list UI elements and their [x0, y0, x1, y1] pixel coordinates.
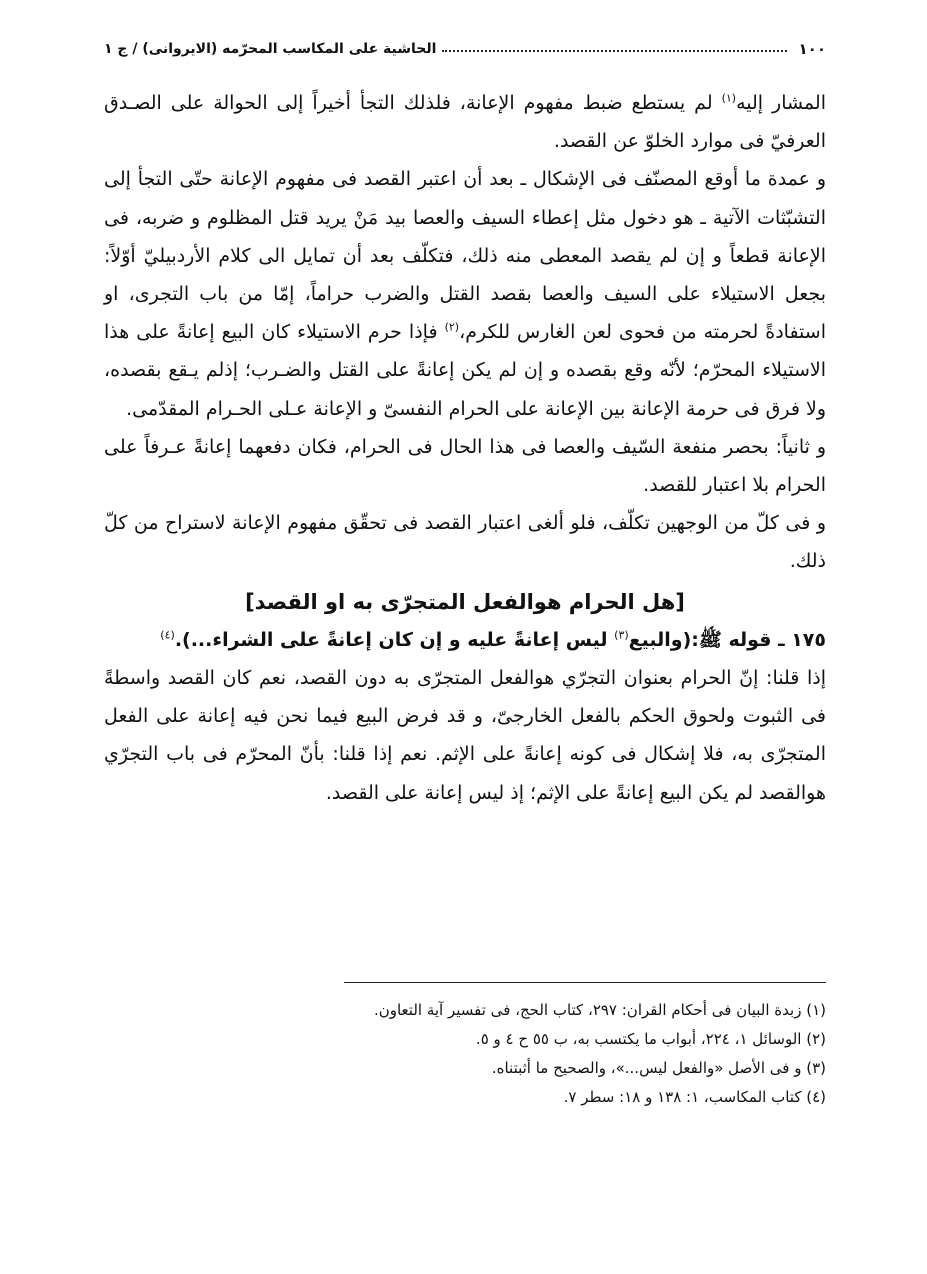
page-number: ١٠٠ — [798, 40, 826, 58]
footnote-ref-3[interactable]: (٣) — [614, 628, 629, 642]
main-text — [104, 84, 826, 812]
running-header — [104, 36, 826, 62]
running-title: الحاشية على المكاسب المحرّمه (الايروانى) / ج ١ — [104, 41, 437, 57]
item-175-lemma: ١٧٥ ـ قوله ﷺ:(والبيع$^{(٣)}$ ليس إعانةً عليه و إن كان إعانةً على الشراء...).$^{(٤)}$ — [160, 628, 826, 651]
paragraph-3: و ثانياً: بحصر منفعة السّيف والعصا فى هذا الحال فى الحرام، فكان دفعهما إعانةً عـرفاً على الحرام بلا اعتبار للقصد. — [104, 435, 826, 497]
paragraph-2: و عمدة ما أوقع المصنّف فى الإشكال ـ بعد أن اعتبر القصد فى مفهوم الإعانة حتّى التجأ إلى التشبّثات الآتية ـ هو دخول مثل إعطاء السيف والعصا بيد مَنْ يريد قتل المظلوم و ضربه، فى الإعانة قطعاً و إن لم يقصد المعطى منه ذلك، فتكلّف بعد أن تمايل الى كلام الأردبيليّ أوّلاً: بجعل الاستيلاء على السيف والعصا بقصد القتل والضرب حراماً، إمّا من باب التجرى، او استفادةً لحرمته من فحوى لعن الغارس للكرم،$^{(٢)}$ فإذا حرم الاستيلاء كان البيع إعانةً على هذا الاستيلاء المحرّم؛ لأنّه وقع بقصده و إن لم يكن إعانةً على القتل والضـرب؛ إذلم يـقع بقصده، ولا فرق فى حرمة الإعانة بين الإعانة على الحرام النفسىّ و الإعانة عـلى الحـرام المقدّمى. — [104, 168, 826, 420]
paragraph-1: المشار إليه$^{(١)}$ لم يستطع ضبط مفهوم الإعانة، فلذلك التجأ أخيراً إلى الحوالة على الصـدق العرفيّ فى موارد الخلوّ عن القصد. — [104, 91, 826, 153]
footnote-ref-2[interactable]: (٢) — [444, 320, 460, 334]
dotted-leader — [442, 50, 786, 52]
footnote-4: (٤) كتاب المكاسب، ١: ١٣٨ و ١٨: سطر ٧. — [563, 1088, 826, 1106]
footnote-3: (٣) و فى الأصل «والفعل ليس...»، والصحيح ما أثبتناه. — [491, 1059, 826, 1077]
footnote-ref-1[interactable]: (١) — [721, 91, 737, 105]
footnote-ref-4[interactable]: (٤) — [160, 628, 175, 642]
footnote-1: (١) زبدة البيان فى أحكام القران: ٢٩٧، كتاب الحج، فى تفسير آية التعاون. — [373, 1001, 826, 1019]
section-heading: [هل الحرام هوالفعل المتجرّى به او القصد] — [245, 589, 685, 614]
paragraph-5: إذا قلنا: إنّ الحرام بعنوان التجرّي هوالفعل المتجرّى به دون القصد، نعم كان القصد واسطةً فى الثبوت ولحوق الحكم بالفعل الخارجىّ، و قد فرض البيع فيما نحن فيه إعانة على الفعل المتجرّى به، فلا إشكال فى كونه إعانةً على الإثم. نعم إذا قلنا: بأنّ المحرّم فى باب التجرّي هوالقصد لم يكن البيع إعانةً على الإثم؛ إذ ليس إعانة على القصد. — [104, 667, 826, 804]
paragraph-4: و فى كلّ من الوجهين تكلّف، فلو ألغى اعتبار القصد فى تحقّق مفهوم الإعانة لاستراح من كلّ ذلك. — [104, 512, 826, 573]
item-number: ١٧٥ — [791, 628, 826, 651]
footnote-2: (٢) الوسائل ١، ٢٢٤، أبواب ما يكتسب به، ب ٥٥ ح ٤ و ٥. — [475, 1030, 826, 1048]
footnote-separator — [344, 982, 826, 983]
footnotes — [104, 996, 826, 1112]
